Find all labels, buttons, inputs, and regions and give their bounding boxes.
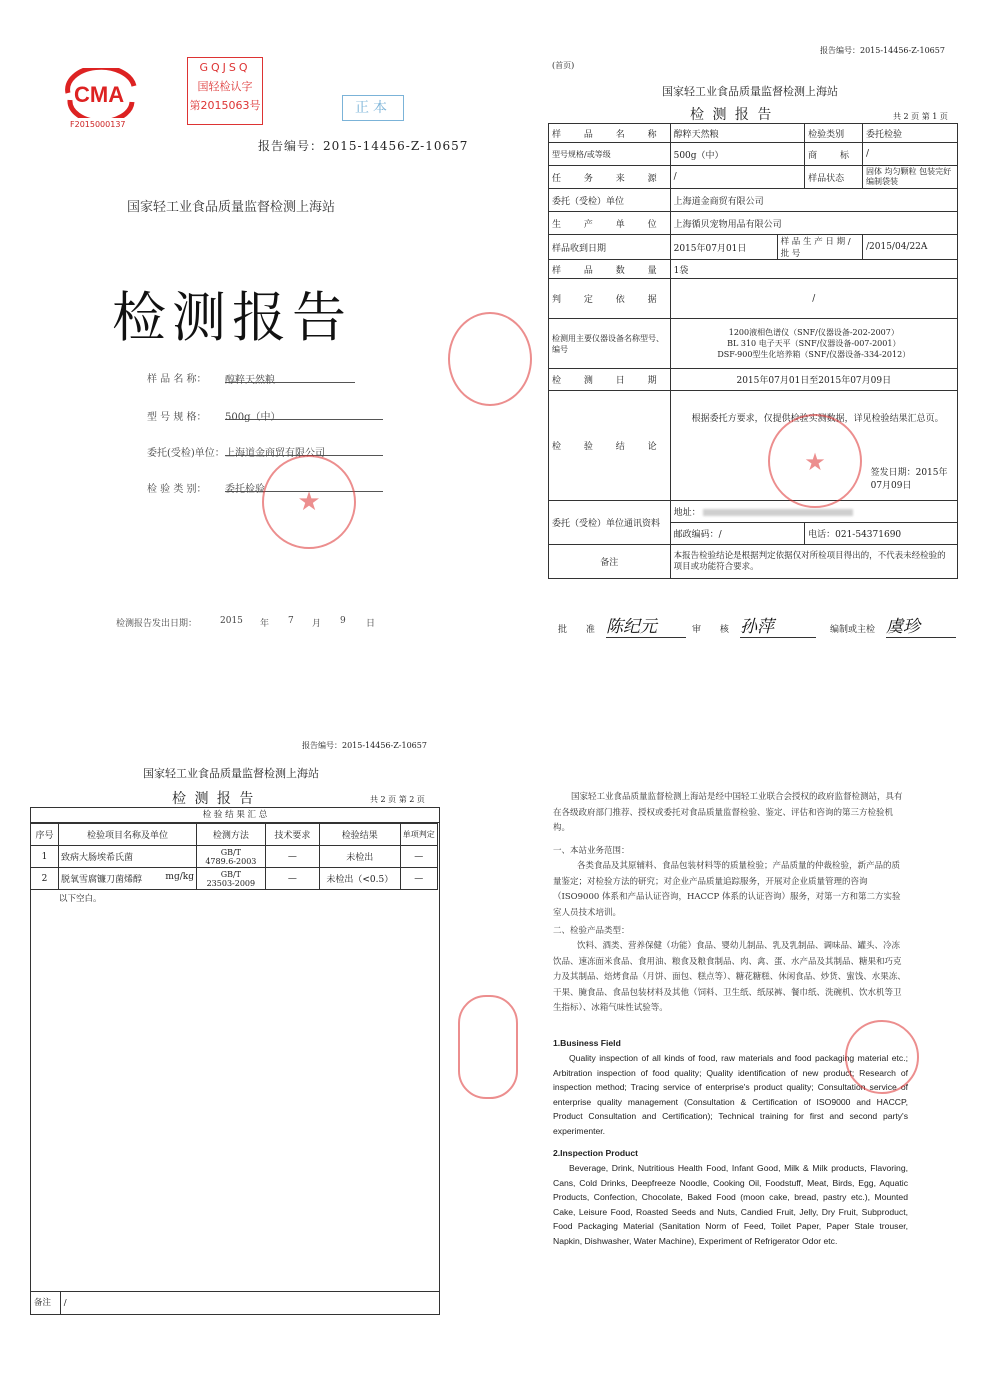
report-number: 报告编号：2015-14456-Z-10657 — [302, 741, 427, 750]
cell-value: 上海循贝宠物用品有限公司 — [670, 212, 957, 235]
row-req: — — [265, 846, 319, 868]
cell-label: 样 品 名 称 — [549, 124, 671, 143]
report-table — [548, 123, 958, 579]
issue-date-label: 检测报告发出日期： — [116, 619, 198, 629]
approve-label: 批 准 — [558, 625, 603, 635]
postcode: 邮政编码：/ — [670, 523, 805, 545]
prepare-signature: 虞珍 — [886, 612, 956, 638]
report-title: 检 测 报 告 — [690, 107, 774, 123]
phone: 电话：021-54371690 — [805, 523, 958, 545]
table-row — [31, 868, 438, 890]
row-no: 1 — [31, 846, 59, 868]
col-header: 技术要求 — [265, 824, 319, 846]
sign-date: 签发日期：2015年07月09日 — [870, 468, 948, 491]
section-title: 二、检验产品类型： — [553, 926, 630, 936]
col-header: 检测方法 — [196, 824, 265, 846]
cell-label: 样品状态 — [805, 166, 863, 189]
edge-seal — [458, 995, 518, 1099]
cell-value: 委托检验 — [863, 124, 958, 143]
report-title: 检测报告 — [112, 286, 352, 349]
inspection-seal — [262, 455, 356, 549]
cell-label: 样 品 生 产 日 期 / 批 号 — [777, 235, 862, 260]
cell-value: 本报告检验结论是根据判定依据仅对所检项目得出的，不代表未经检验的项目或功能符合要求。 — [670, 545, 957, 579]
issue-year: 2015 — [220, 616, 243, 626]
field-label: 委托(受检)单位： — [147, 448, 225, 459]
method-line: 23503-2009 — [206, 878, 256, 888]
cell-label: 任 务 来 源 — [549, 166, 671, 189]
equipment-line: 1200液相色谱仪（SNF/仪器设备-202-2007） — [728, 328, 899, 337]
address-redacted — [703, 509, 853, 516]
row-judge: — — [400, 846, 437, 868]
cell-value: 上海道金商贸有限公司 — [670, 189, 957, 212]
gqjsq-line: GQJSQ — [199, 61, 251, 74]
cell-value: 2015年07月01日 — [670, 235, 777, 260]
section-text: Beverage, Drink, Nutritious Health Food, Infant Good, Milk & Milk products, Flavoring, Cans, Cold Drinks, Deepfreeze Noodle, Cooking Oil, Foodstuff, Meat, Birds, Egg, Aquatic Products, Confection, Chocolate, Baked Food (moon cake, bread, pastry etc.), Mounted Cake, Leisure Food, Roasted Seeds and Nuts, Candied Fruit, Jelly, Dry Fruit, Subproduct, Food Packaging Material (Sanitation Norm of Feed, Toilet Paper, Paper Stale trouser, Napkin, Dishwasher, Water Machine), Experiment of Refrigerator Odor etc. — [553, 1163, 908, 1246]
method-line: 4789.6-2003 — [205, 856, 257, 866]
method-line: GB/T — [220, 869, 241, 879]
field-label: 型 号 规 格： — [147, 412, 207, 423]
cell-value: 醇粹天然粮 — [670, 124, 805, 143]
inspection-seal — [768, 414, 862, 508]
section-title: 2.Inspection Product — [553, 1148, 638, 1158]
cell-value: 固体 均匀颗粒 包装完好 编制袋装 — [863, 166, 958, 189]
seal-star-icon: ★ — [297, 487, 321, 517]
organization-name: 国家轻工业食品质量监督检测上海站 — [143, 767, 319, 780]
cell-value: /2015/04/22A — [863, 235, 958, 260]
row-item-cell — [59, 868, 197, 890]
row-item: 致病大肠埃希氏菌 — [59, 846, 197, 868]
cell-value: / — [863, 143, 958, 166]
cell-value: / — [670, 279, 957, 319]
equipment-line: DSF-900型生化培养箱（SNF/仪器设备-334-2012） — [717, 350, 911, 359]
remark-row — [31, 1291, 439, 1314]
equipment-line: BL 310 电子天平（SNF/仪器设备-007-2001） — [727, 339, 901, 348]
review-label: 审 核 — [692, 625, 737, 635]
field-value: 醇粹天然粮 — [225, 375, 275, 386]
original-stamp: 正本 — [342, 95, 404, 121]
address-label: 地址： — [673, 508, 701, 518]
col-header: 序号 — [31, 824, 59, 846]
cell-label: 检验类别 — [805, 124, 863, 143]
gqjsq-stamp — [187, 57, 263, 125]
method-line: GB/T — [220, 847, 241, 857]
cma-logo — [62, 68, 142, 118]
cell-value: 500g（中） — [670, 143, 805, 166]
cell-value: / — [670, 166, 805, 189]
issue-year-unit: 年 — [260, 619, 270, 629]
section-text: Quality inspection of all kinds of food, raw materials and food packaging material etc.; Arbitration inspection of food quality; Quality identification of new product; Research of inspection method; Tracing service of enterprise's product quality; Consultation service of enterprise quality management (Consultation & Certification of ISO9000 and HACCP, Product Consultation and Certification); Technical training for first and second party's experimenter. — [553, 1053, 908, 1136]
row-result: 未检出 — [319, 846, 400, 868]
organization-name: 国家轻工业食品质量监督检测上海站 — [127, 200, 336, 215]
prepare-label: 编制或主检 — [830, 625, 876, 635]
page-of: 共 2 页 第 2 页 — [370, 795, 425, 804]
review-signature: 孙萍 — [740, 612, 816, 638]
field-line — [225, 441, 383, 459]
page-of: 共 2 页 第 1 页 — [893, 112, 948, 121]
field-line — [225, 405, 383, 423]
col-header: 单项判定 — [400, 824, 437, 846]
table-row — [31, 846, 438, 868]
cma-number: F2015000137 — [70, 120, 126, 129]
seal-star-icon: ★ — [804, 448, 826, 476]
field-line — [225, 368, 355, 386]
cell-label: 委托（受检）单位通讯资料 — [549, 501, 671, 545]
cell-label: 检测用主要仪器设备名称型号、编号 — [549, 319, 671, 369]
cell-label: 商 标 — [805, 143, 863, 166]
section-text: 各类食品及其原辅料、食品包装材料等的质量检验；产品质量的仲裁检验，新产品的质量鉴定；对检验方法的研究；对企业产品质量追踪服务，开展对企业质量管理的咨询（ISO9000 体系和产品认证咨询，HACCP 体系的认证咨询）服务，对第一方和第二方实验室人员技术培训。 — [553, 861, 901, 918]
page-tag: (首页) — [552, 61, 575, 70]
row-method — [196, 846, 265, 868]
row-unit: mg/kg — [165, 872, 194, 882]
col-header: 检验项目名称及单位 — [59, 824, 197, 846]
results-table — [30, 823, 438, 890]
row-result: 未检出（<0.5） — [319, 868, 400, 890]
cell-label: 判 定 依 据 — [549, 279, 671, 319]
cell-value: 1袋 — [670, 260, 957, 279]
field-value: 委托检验 — [225, 484, 265, 495]
remark-value: / — [63, 1298, 67, 1308]
remark-label: 备注 — [31, 1292, 61, 1314]
section-text: 饮料、酒类、营养保健（功能）食品、婴幼儿制品、乳及乳制品、调味品、罐头、冷冻饮品、速冻面米食品、食用油、粮食及粮食制品、肉、禽、蛋、水产品及其制品、糖果和巧克力及其制品、焙烤食品（月饼、面包、糕点等）、糖花糖糕、休闲食品、炒货、蜜饯、水果冻、干果、腌食品、食品包装材料及其他（饲料、卫生纸、纸尿裤、餐巾纸、洗碗机、饮水机等卫生指标）、冰箱气味性试验等。 — [553, 941, 906, 1013]
field-label: 检 验 类 别： — [147, 484, 207, 495]
cma-logo-text: CMA — [74, 82, 125, 107]
field-label: 样 品 名 称： — [147, 374, 207, 385]
gqjsq-line: 第2015063号 — [189, 99, 261, 112]
row-item: 脱氧雪腐镰刀菌烯醇 — [61, 875, 143, 885]
report-title: 检 测 报 告 — [172, 791, 256, 807]
summary-title: 检 验 结 果 汇 总 — [31, 808, 439, 823]
cell-label: 检 验 结 论 — [549, 391, 671, 501]
section-title: 一、本站业务范围： — [553, 846, 630, 856]
report-number: 报告编号：2015-14456-Z-10657 — [820, 46, 945, 55]
cell-label: 样 品 数 量 — [549, 260, 671, 279]
col-header: 检验结果 — [319, 824, 400, 846]
cell-label: 检 测 日 期 — [549, 369, 671, 391]
section-title: 1.Business Field — [553, 1038, 621, 1048]
issue-day: 9 — [340, 616, 346, 626]
approve-signature: 陈纪元 — [606, 612, 686, 638]
cell-value — [670, 319, 957, 369]
row-judge: — — [400, 868, 437, 890]
intro-text: 国家轻工业食品质量监督检测上海站是经中国轻工业联合会授权的政府监督检测站，具有在各级政府部门推荐、授权或委托对食品质量监督检验、鉴定、评估和咨询的第三方检验机构。 — [553, 792, 903, 833]
edge-seal — [448, 312, 532, 406]
issue-date-line — [116, 616, 386, 628]
cell-label: 生 产 单 位 — [549, 212, 671, 235]
issue-month-unit: 月 — [312, 619, 322, 629]
report-number: 报告编号：2015-14456-Z-10657 — [258, 139, 469, 153]
cell-label: 委托（受检）单位 — [549, 189, 671, 212]
cell-label: 样品收到日期 — [549, 235, 671, 260]
cell-label: 备注 — [549, 545, 671, 579]
conclusion-text: 根据委托方要求，仅提供检验实测数据，详见检验结果汇总页。 — [691, 414, 944, 424]
blank-note: 以下空白。 — [59, 894, 102, 904]
field-value: 上海道金商贸有限公司 — [225, 448, 325, 459]
issue-month: 7 — [288, 616, 294, 626]
row-method — [196, 868, 265, 890]
issue-day-unit: 日 — [366, 619, 376, 629]
row-no: 2 — [31, 868, 59, 890]
gqjsq-line: 国轻检认字 — [197, 80, 253, 93]
organization-name: 国家轻工业食品质量监督检测上海站 — [662, 85, 838, 98]
row-req: — — [265, 868, 319, 890]
inspection-seal — [845, 1020, 919, 1094]
results-frame — [30, 807, 440, 1315]
field-value: 500g（中） — [225, 412, 281, 423]
cell-label: 型号规格/或等级 — [549, 143, 671, 166]
cell-value: 2015年07月01日至2015年07月09日 — [670, 369, 957, 391]
